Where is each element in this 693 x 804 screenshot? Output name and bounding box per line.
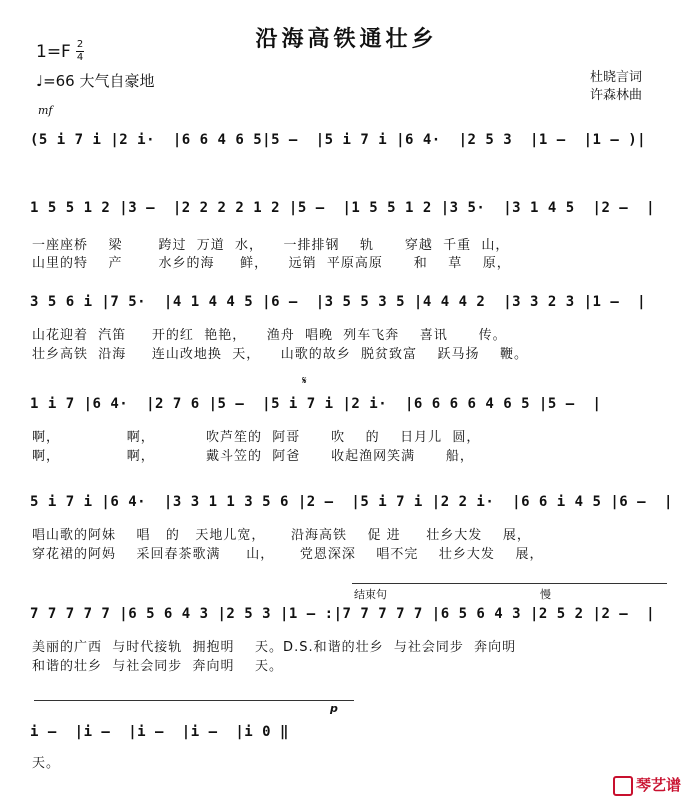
logo-icon: [613, 776, 633, 796]
staff-line-4: 1 i 7 |6 4· |2 7 6 |5 – |5 i 7 i |2 i· |6 6 6 6 4 6 5 |5 – |: [30, 396, 602, 412]
dynamic-mf: mf: [38, 104, 53, 117]
lyric-line-6a: 美丽的广西 与时代接轨 拥抱明 天。D.S.和谐的壮乡 与社会同步 奔向明: [32, 640, 517, 655]
lyric-line-3b: 壮乡高铁 沿海 连山改地换 天， 山歌的故乡 脱贫致富 跃马扬 鞭。: [32, 347, 529, 362]
rit-label: 慢: [540, 588, 551, 601]
lyricist-credit: 杜晓言词: [590, 70, 643, 85]
tempo-marking: ♩=66 大气自豪地: [36, 72, 155, 90]
logo-text: 琴艺谱: [635, 776, 681, 794]
lyric-line-2a: 一座座桥 梁 跨过 万道 水， 一排排钢 轨 穿越 千重 山，: [32, 238, 510, 253]
staff-line-7: i – |i – |i – |i – |i 0 ‖: [30, 724, 289, 740]
key-signature: 1=F: [36, 42, 71, 62]
lyric-line-7: 天。: [32, 756, 61, 771]
segno-sign: 𝄋: [302, 374, 307, 387]
staff-line-1: (5 i 7 i |2 i· |6 6 4 6 5|5 – |5 i 7 i |6 4· |2 5 3 |1 – |1 – )|: [30, 132, 647, 148]
lyric-line-4b: 啊， 啊， 戴斗笠的 阿爸 收起渔网笑满 船，: [32, 449, 474, 464]
lyric-line-5b: 穿花裙的阿妈 采回春茶歌满 山， 党恩深深 唱不完 壮乡大发 展，: [32, 547, 544, 562]
staff-line-6: 7 7 7 7 7 |6 5 6 4 3 |2 5 3 |1 – :|7 7 7 7 7 |6 5 6 4 3 |2 5 2 |2 – |: [30, 606, 656, 622]
staff-line-3: 3 5 6 i |7 5· |4 1 4 4 5 |6 – |3 5 5 3 5 |4 4 4 2 |3 3 2 3 |1 – |: [30, 294, 647, 310]
coda-label: 结束句: [354, 588, 387, 601]
time-signature: [76, 40, 84, 63]
meter-bottom: 4: [76, 52, 84, 63]
coda-bracket: [352, 583, 667, 584]
site-logo: [613, 774, 681, 796]
lyric-line-2b: 山里的特 产 水乡的海 鲜， 远销 平原高原 和 草 原，: [32, 256, 511, 271]
staff-line-5: 5 i 7 i |6 4· |3 3 1 1 3 5 6 |2 – |5 i 7 i |2 2 i· |6 6 i 4 5 |6 – |: [30, 494, 673, 510]
lyric-line-3a: 山花迎着 汽笛 开的红 艳艳， 渔舟 唱晚 列车飞奔 喜讯 传。: [32, 328, 507, 343]
lyric-line-5a: 唱山歌的阿妹 唱 的 天地儿宽， 沿海高铁 促 进 壮乡大发 展，: [32, 528, 531, 543]
dynamic-p: p: [330, 702, 338, 715]
composer-credit: 许森林曲: [590, 88, 643, 103]
lyric-line-6b: 和谐的壮乡 与社会同步 奔向明 天。: [32, 659, 284, 674]
song-title: 沿海高铁通壮乡: [255, 27, 438, 52]
staff-line-2: 1 5 5 1 2 |3 – |2 2 2 2 1 2 |5 – |1 5 5 1 2 |3 5· |3 1 4 5 |2 – |: [30, 200, 656, 216]
meter-top: 2: [76, 39, 84, 50]
tie-line: [34, 700, 354, 701]
lyric-line-4a: 啊， 啊， 吹芦笙的 阿哥 吹 的 日月儿 圆，: [32, 430, 481, 445]
